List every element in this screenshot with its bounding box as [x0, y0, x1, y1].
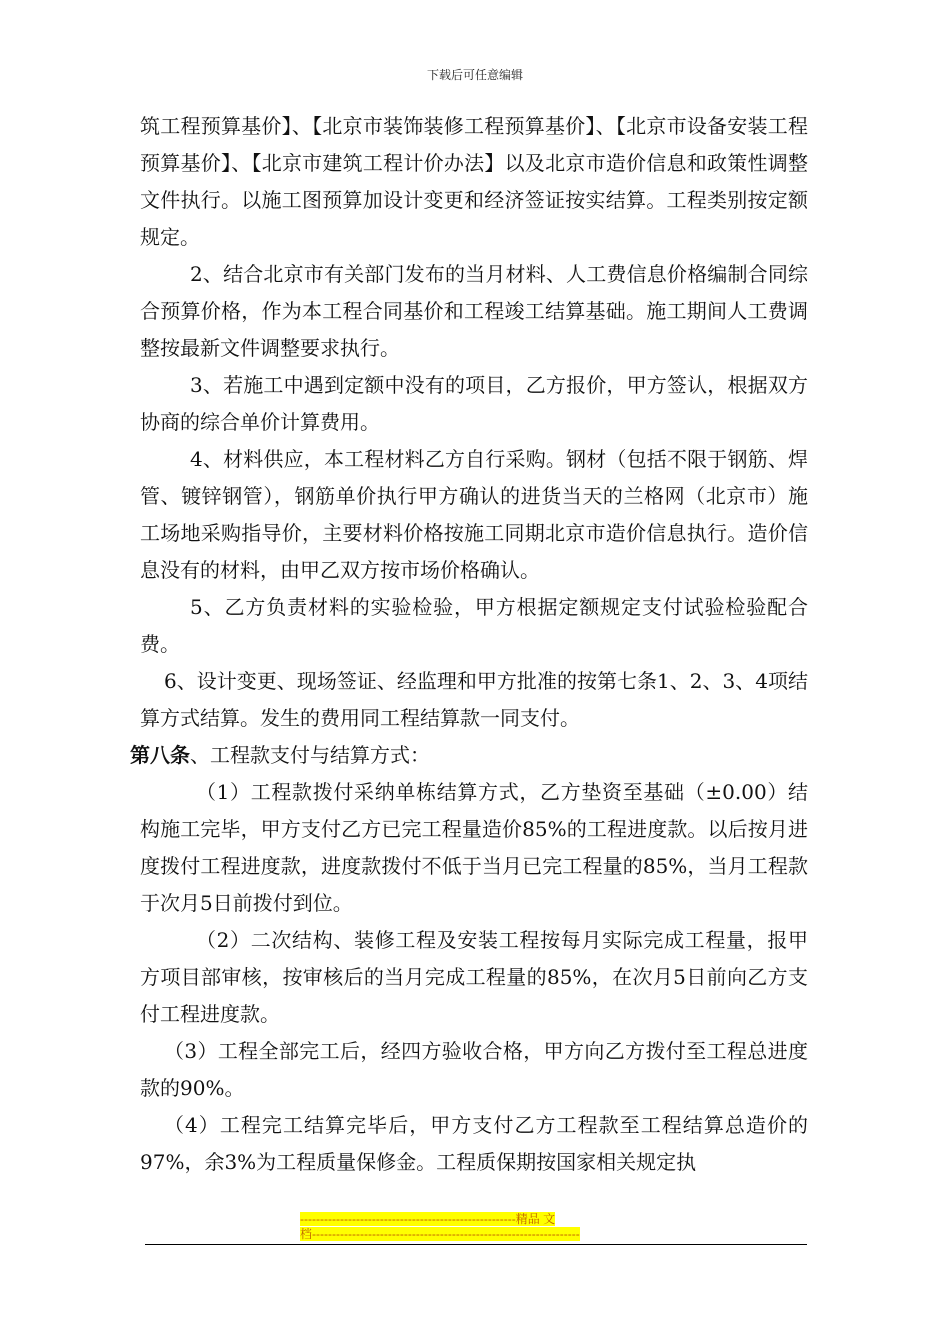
paragraph-item-3: 3、若施工中遇到定额中没有的项目，乙方报价，甲方签认，根据双方协商的综合单价计算费用。	[140, 373, 808, 434]
page-footer	[300, 1212, 650, 1242]
footer-rule	[145, 1244, 807, 1245]
paragraph-item-4: 4、材料供应，本工程材料乙方自行采购。钢材（包括不限于钢筋、焊管、镀锌钢管），钢筋单价执行甲方确认的进货当天的兰格网（北京市）施工场地采购指导价，主要材料价格按施工同期北京市造价信息执行。造价信息没有的材料，由甲乙双方按市场价格确认。	[140, 447, 808, 582]
article-8-label: 第八条	[130, 743, 190, 767]
page-header: 下载后可任意编辑	[426, 68, 523, 82]
paragraph-item-5: 5、乙方负责材料的实验检验，甲方根据定额规定支付试验检验配合费。	[140, 595, 808, 656]
footer-line-2: 档-------------------------------------------------------------------	[300, 1227, 580, 1241]
payment-item-3: （3）工程全部完工后，经四方验收合格，甲方向乙方拨付至工程总进度款的90%。	[140, 1039, 808, 1100]
paragraph-item-6: 6、设计变更、现场签证、经监理和甲方批准的按第七条1、2、3、4项结算方式结算。发生的费用同工程结算款一同支付。	[140, 669, 808, 730]
payment-item-1: （1）工程款拨付采纳单栋结算方式，乙方垫资至基础（±0.00）结构施工完毕，甲方支付乙方已完工程量造价85%的工程进度款。以后按月进度拨付工程进度款，进度款拨付不低于当月已完工程量的85%，当月工程款于次月5日前拨付到位。	[140, 780, 808, 915]
payment-item-2: （2）二次结构、装修工程及安装工程按每月实际完成工程量，报甲方项目部审核，按审核后的当月完成工程量的85%，在次月5日前向乙方支付工程进度款。	[140, 928, 808, 1026]
payment-item-4: （4）工程完工结算完毕后，甲方支付乙方工程款至工程结算总造价的97%，余3%为工程质量保修金。工程质保期按国家相关规定执	[140, 1113, 808, 1174]
document-body	[130, 108, 808, 1181]
article-8-heading	[130, 737, 808, 774]
paragraph-continued: 筑工程预算基价】、【北京市装饰装修工程预算基价】、【北京市设备安装工程预算基价】、【北京市建筑工程计价办法】以及北京市造价信息和政策性调整文件执行。以施工图预算加设计变更和经济签证按实结算。工程类别按定额规定。	[140, 114, 808, 249]
paragraph-item-2: 2、结合北京市有关部门发布的当月材料、人工费信息价格编制合同综合预算价格，作为本工程合同基价和工程竣工结算基础。施工期间人工费调整按最新文件调整要求执行。	[140, 262, 808, 360]
footer-line-1: ------------------------------------------------------精品 文	[300, 1212, 556, 1226]
article-8-title: 、工程款支付与结算方式：	[190, 743, 430, 767]
